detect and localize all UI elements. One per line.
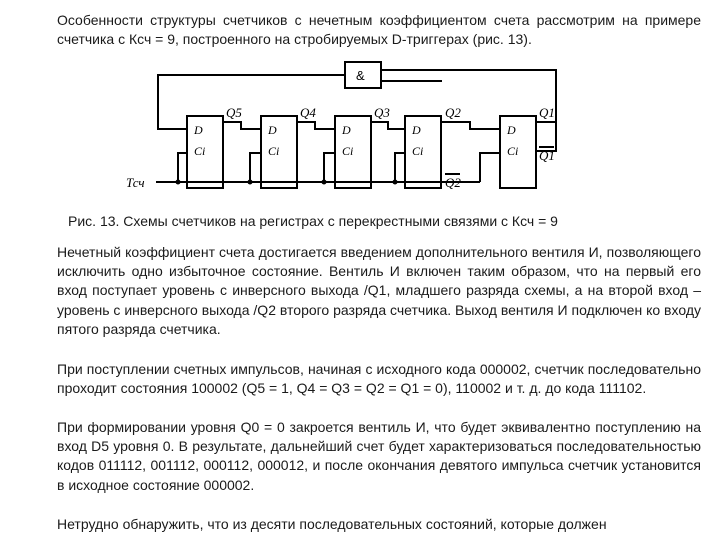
q1-inverse-label: Q1 [539, 148, 555, 163]
d-pin-label: D [342, 123, 351, 137]
d-pin-label: D [268, 123, 277, 137]
body-paragraph-4: Нетрудно обнаружить, что из десяти последовательных состояний, которые должен [57, 516, 607, 532]
c-pin-label: Ci [412, 144, 424, 158]
q5-label: Q5 [226, 105, 242, 120]
q2-inverse-label: Q2 [445, 175, 461, 190]
intro-paragraph: Особенности структуры счетчиков с нечетным коэффициентом счета рассмотрим на примере счетчика с Ксч = 9, построенного на стробируемых D-триггерах (рис. 13). [57, 12, 701, 47]
body-paragraph-3: При формировании уровня Q0 = 0 закроется вентиль И, что будет эквивалентно поступлению на вход D5 уровня 0. В результате, дальнейший счет будет характеризоваться последовательностью кодов 011112, 001112, 000112, 000012, и после окончания девятого импульса счетчик установится в исходное состояние 000002. [57, 419, 701, 493]
d-pin-label: D [412, 123, 421, 137]
q1-label: Q1 [539, 105, 555, 120]
body-paragraph-1: Нечетный коэффициент счета достигается введением дополнительного вентиля И, позволяющего исключить одно избыточное состояние. Вентиль И включен таким образом, что на первый его вход поступает уровень с инверсного выхода /Q1, младшего разряда схемы, а на второй вход – уровень с инверсного выхода /Q2 второго разряда счетчика. Выход вентиля И подключен ко входу пятого разряда счетчика. [57, 244, 701, 337]
q2-label: Q2 [445, 105, 461, 120]
counter-circuit-diagram [120, 56, 570, 206]
body-paragraph-2: При поступлении счетных импульсов, начиная с исходного кода 000002, счетчик последовательно проходит состояния 100002 (Q5 = 1, Q4 = Q3 = Q2 = Q1 = 0), 110002 и т. д. до кода 111102. [57, 361, 701, 397]
c-pin-label: Ci [507, 144, 519, 158]
d-pin-label: D [507, 123, 516, 137]
c-pin-label: Ci [268, 144, 280, 158]
d-pin-label: D [194, 123, 203, 137]
c-pin-label: Ci [342, 144, 354, 158]
clock-label: Тсч [126, 175, 145, 190]
q4-label: Q4 [300, 105, 316, 120]
q3-label: Q3 [374, 105, 390, 120]
c-pin-label: Ci [194, 144, 206, 158]
and-gate-label: & [356, 68, 365, 83]
figure-caption: Рис. 13. Схемы счетчиков на регистрах с перекрестными связями с Ксч = 9 [68, 213, 558, 229]
